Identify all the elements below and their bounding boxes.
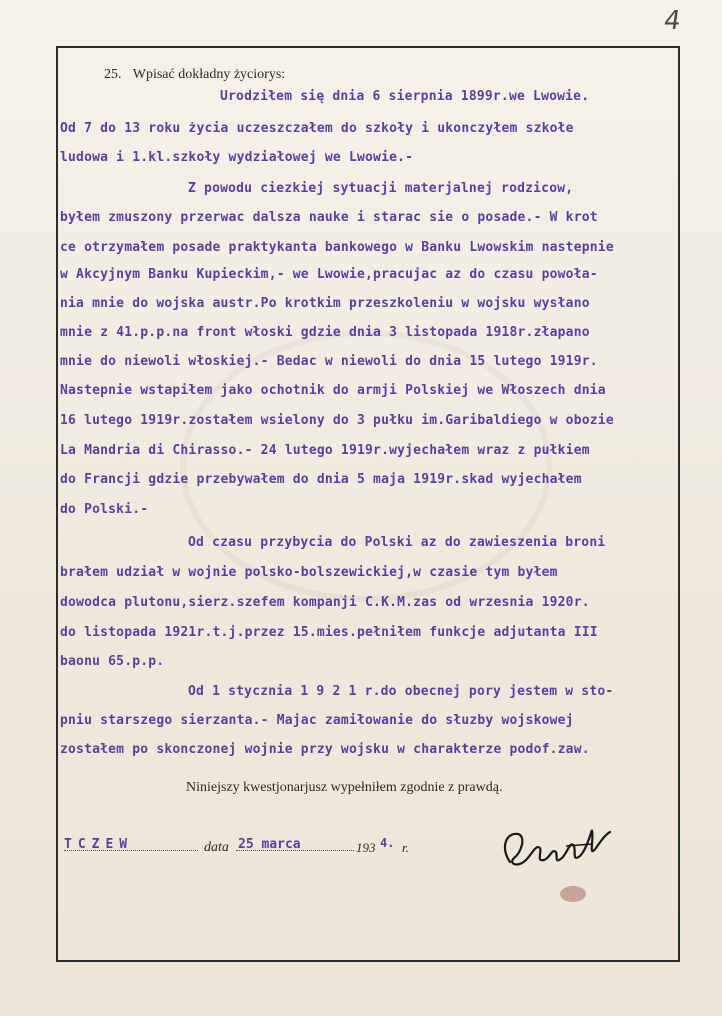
typed-line: baonu 65.p.p. xyxy=(60,654,165,669)
typed-line: brałem udział w wojnie polsko-bolszewickiej,w czasie tym byłem xyxy=(60,565,558,580)
typed-line: do Francji gdzie przebywałem do dnia 5 maja 1919r.skad wyjechałem xyxy=(60,472,582,487)
typed-line: mnie z 41.p.p.na front włoski gdzie dnia 3 listopada 1918r.złapano xyxy=(60,325,590,340)
ink-stain xyxy=(560,886,586,902)
typed-line: zostałem po skonczonej wojnie przy wojsku w charakterze podof.zaw. xyxy=(60,742,590,757)
year-prefix: 193 xyxy=(356,840,376,855)
typed-line: mnie do niewoli włoskiej.- Bedac w niewoli do dnia 15 lutego 1919r. xyxy=(60,354,598,369)
typed-line: byłem zmuszony przerwac dalsza nauke i starac sie o posade.- W krot xyxy=(60,210,598,225)
typed-line: pniu starszego sierzanta.- Majac zamiłowanie do słuzby wojskowej xyxy=(60,713,574,728)
date-value: 25 marca xyxy=(238,837,301,852)
question-text: Wpisać dokładny życiorys: xyxy=(132,67,286,82)
typed-line: La Mandria di Chirasso.- 24 lutego 1919r.wyjechałem wraz z pułkiem xyxy=(60,443,590,458)
typed-line: Urodziłem się dnia 6 sierpnia 1899r.we Lwowie. xyxy=(220,89,590,104)
year-suffix: 4. xyxy=(380,836,395,850)
question-number: 25. xyxy=(104,67,122,82)
typed-line: nia mnie do wojska austr.Po krotkim przeszkoleniu w wojsku wysłano xyxy=(60,296,590,311)
typed-line: Od czasu przybycia do Polski az do zawieszenia broni xyxy=(188,535,606,550)
typed-line: dowodca plutonu,sierz.szefem kompanji C.K.M.zas od wrzesnia 1920r. xyxy=(60,595,590,610)
typed-line: Z powodu ciezkiej sytuacji materjalnej rodzicow, xyxy=(188,181,574,196)
question-label xyxy=(104,67,285,83)
place-dotted-line xyxy=(64,850,198,851)
typed-line: do listopada 1921r.t.j.przez 15.mies.pełniłem funkcje adjutanta III xyxy=(60,625,598,640)
page-number-mark: 4 xyxy=(661,6,683,36)
typed-line: Od 7 do 13 roku życia uczeszczałem do szkoły i ukonczyłem szkołe xyxy=(60,121,574,136)
typed-line: ludowa i 1.kl.szkoły wydziałowej we Lwowie.- xyxy=(60,150,414,165)
typed-line: Nastepnie wstapiłem jako ochotnik do armji Polskiej we Włoszech dnia xyxy=(60,383,606,398)
typed-line: Od 1 stycznia 1 9 2 1 r.do obecnej pory jestem w sto- xyxy=(188,684,614,699)
typed-line: ce otrzymałem posade praktykanta bankowego w Banku Lwowskim nastepnie xyxy=(60,240,614,255)
place-name: TCZEW xyxy=(64,837,134,852)
typed-line: do Polski.- xyxy=(60,502,149,517)
handwritten-signature xyxy=(496,818,616,888)
year-r: r. xyxy=(402,840,409,855)
date-dotted-line xyxy=(236,850,354,851)
typed-line: w Akcyjnym Banku Kupieckim,- we Lwowie,pracujac az do czasu powoła- xyxy=(60,267,598,282)
typed-line: 16 lutego 1919r.zostałem wsielony do 3 pułku im.Garibaldiego w obozie xyxy=(60,413,614,428)
closing-statement: Niniejszy kwestjonarjusz wypełniłem zgodnie z prawdą. xyxy=(186,780,503,795)
date-label: data xyxy=(204,840,229,855)
